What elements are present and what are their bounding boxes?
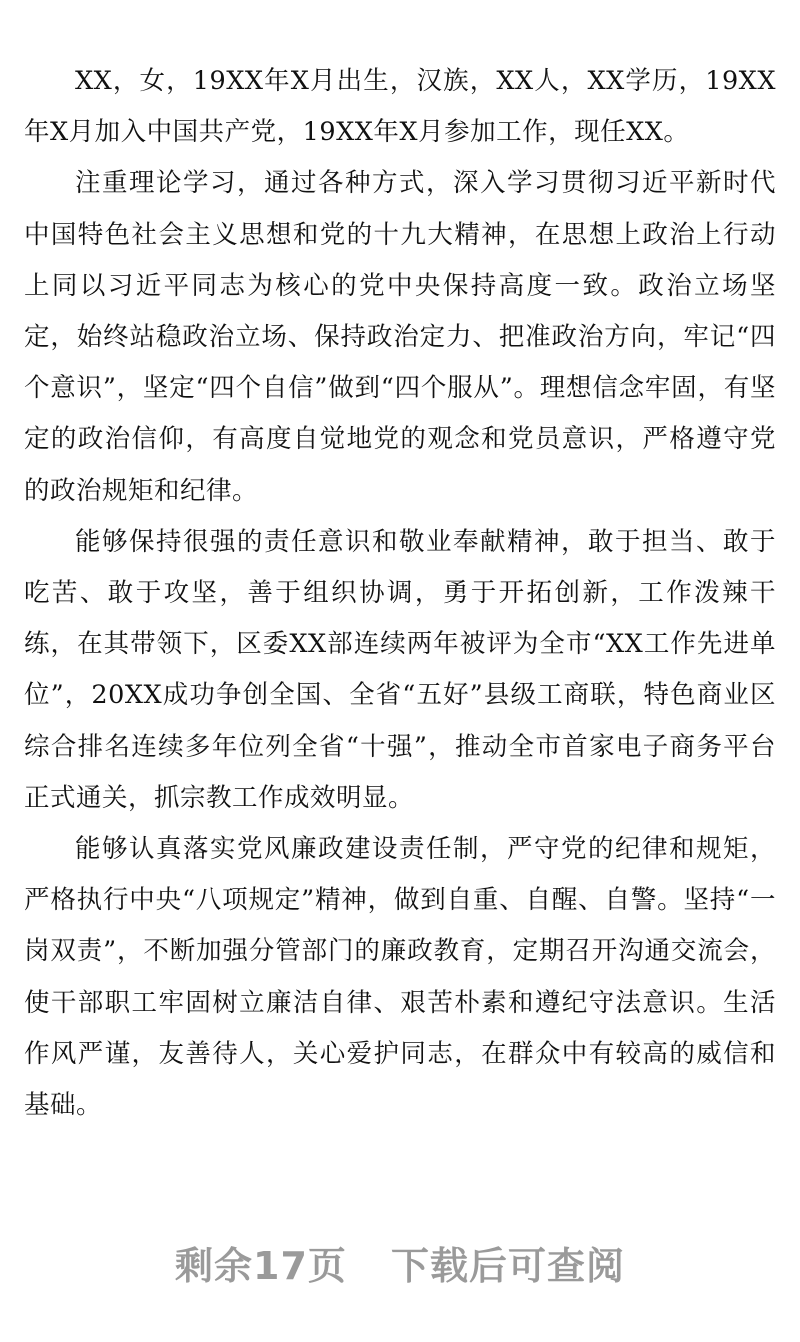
paragraph-profile: XX，女，19XX年X月出生，汉族，XX人，XX学历，19XX年X月加入中国共产党，19XX年X月参加工作，现任XX。 [24,66,776,148]
paragraph-work-ability: 能够保持很强的责任意识和敬业奉献精神，敢于担当、敢于吃苦、敢于攻坚，善于组织协调，勇于开拓创新，工作泼辣干练，在其带领下，区委XX部连续两年被评为全市“XX工作先进单位”，20XX成功争创全国、全省“五好”县级工商联，特色商业区综合排名连续多年位列全省“十强”，推动全市首家电子商务平台正式通关，抓宗教工作成效明显。 [24,526,776,813]
download-banner[interactable] [0,1236,800,1296]
paragraph-integrity: 能够认真落实党风廉政建设责任制，严守党的纪律和规矩，严格执行中央“八项规定”精神，做到自重、自醒、自警。坚持“一岗双责”，不断加强分管部门的廉政教育，定期召开沟通交流会，使干部职工牢固树立廉洁自律、艰苦朴素和遵纪守法意识。生活作风严谨，友善待人，关心爱护同志，在群众中有较高的威信和基础。 [24,834,776,1121]
remaining-pages-label: 剩余17页 [175,1244,347,1288]
paragraph-political-quality: 注重理论学习，通过各种方式，深入学习贯彻习近平新时代中国特色社会主义思想和党的十九大精神，在思想上政治上行动上同以习近平同志为核心的党中央保持高度一致。政治立场坚定，始终站稳政治立场、保持政治定力、把准政治方向，牢记“四个意识”，坚定“四个自信”做到“四个服从”。理想信念牢固，有坚定的政治信仰，有高度自觉地党的观念和党员意识，严格遵守党的政治规矩和纪律。 [24,168,776,506]
download-hint-label: 下载后可查阅 [390,1244,625,1288]
document-body [24,56,776,1131]
